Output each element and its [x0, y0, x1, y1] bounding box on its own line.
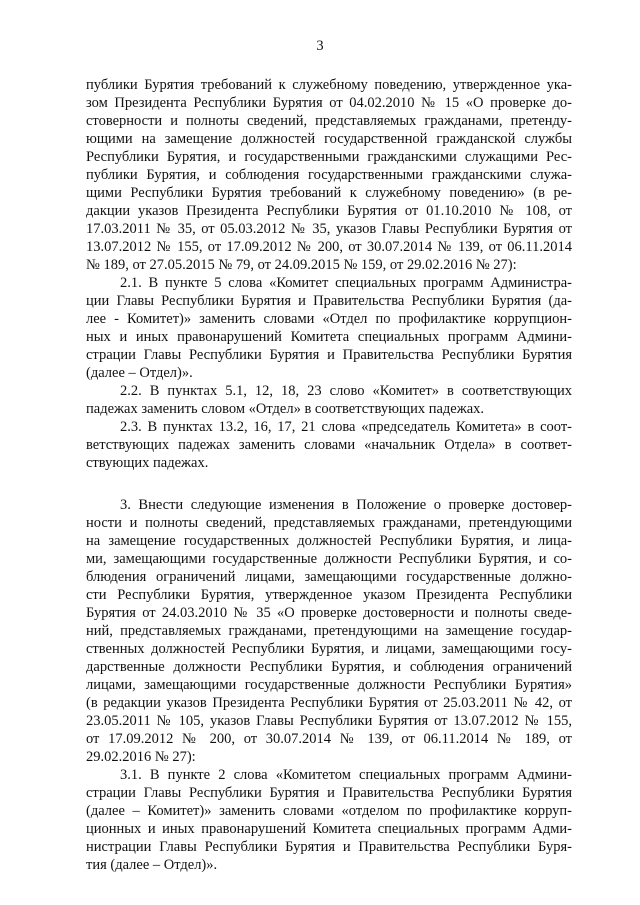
text-line: от 17.09.2012 № 200, от 30.07.2014 № 139, от 06.11.2014 № 189, от — [86, 731, 572, 747]
text-line: сти Республики Бурятия, утвержденное указом Президента Республики — [86, 587, 572, 603]
paragraph-2-1 — [86, 274, 572, 382]
text-line: ции Главы Республики Бурятия и Правительства Республики Бурятия (да- — [86, 293, 572, 309]
text-line: нистрации Главы Республики Бурятия и Правительства Республики Буря- — [86, 839, 572, 855]
text-line: публики Бурятия, и соблюдения государственными гражданскими служа- — [86, 167, 572, 183]
text-line: падежах заменить словом «Отдел» в соответствующих падежах. — [86, 401, 485, 417]
text-line: 29.02.2016 № 27): — [86, 749, 196, 765]
text-line: (далее – Комитет)» заменить словами «отделом по профилактике корруп- — [86, 803, 572, 819]
text-line: 2.1. В пункте 5 слова «Комитет специальных программ Администра- — [120, 275, 572, 291]
document-body — [86, 76, 572, 874]
text-line: ми, замещающими государственные должности Республики Бурятия, и со- — [86, 551, 572, 567]
text-line: блюдения ограничений лицами, замещающими государственные должно- — [86, 569, 572, 585]
text-line: 3. Внести следующие изменения в Положение о проверке достовер- — [120, 497, 572, 513]
page-number: 3 — [316, 38, 324, 54]
text-line: стоверности и полноты сведений, представляемых гражданами, претенду- — [86, 113, 572, 129]
text-line: дакции указов Президента Республики Бурятия от 01.10.2010 № 108, от — [86, 203, 572, 219]
text-line: 2.2. В пунктах 5.1, 12, 18, 23 слово «Комитет» в соответствующих — [120, 383, 572, 399]
text-line: 17.03.2011 № 35, от 05.03.2012 № 35, указов Главы Республики Бурятия от — [86, 221, 572, 237]
paragraph-3-1 — [86, 766, 572, 874]
text-line: 2.3. В пунктах 13.2, 16, 17, 21 слова «председатель Комитета» в соот- — [120, 419, 572, 435]
text-line: зом Президента Республики Бурятия от 04.02.2010 № 15 «О проверке до- — [86, 95, 572, 111]
paragraph-intro-continuation — [86, 76, 572, 274]
paragraph-spacer — [86, 472, 572, 496]
text-line: страции Главы Республики Бурятия и Правительства Республики Бурятия — [86, 785, 572, 801]
text-line: лицами, замещающими государственные должности Республики Бурятия» — [86, 677, 572, 693]
text-line: ствующих падежах. — [86, 455, 209, 471]
text-line: 13.07.2012 № 155, от 17.09.2012 № 200, от 30.07.2014 № 139, от 06.11.2014 — [86, 239, 572, 255]
text-line: ности и полноты сведений, представляемых гражданами, претендующими — [86, 515, 572, 531]
text-line: Бурятия от 24.03.2010 № 35 «О проверке достоверности и полноты сведе- — [86, 605, 572, 621]
text-line: страции Главы Республики Бурятия и Правительства Республики Бурятия — [86, 347, 572, 363]
text-line: на замещение государственных должностей Республики Бурятия, и лица- — [86, 533, 572, 549]
text-line: ных и иных правонарушений Комитета специальных программ Админи- — [86, 329, 572, 345]
text-line: 3.1. В пункте 2 слова «Комитетом специальных программ Админи- — [120, 767, 572, 783]
text-line: публики Бурятия требований к служебному поведению, утвержденное ука- — [86, 77, 572, 93]
text-line: № 189, от 27.05.2015 № 79, от 24.09.2015 № 159, от 29.02.2016 № 27): — [86, 257, 517, 273]
text-line: тия (далее – Отдел)». — [86, 857, 218, 873]
paragraph-2-2 — [86, 382, 572, 418]
text-line: (далее – Отдел)». — [86, 365, 193, 381]
text-line: (в редакции указов Президента Республики Бурятия от 25.03.2011 № 42, от — [86, 695, 572, 711]
text-line: 23.05.2011 № 105, указов Главы Республики Бурятия от 13.07.2012 № 155, — [86, 713, 572, 729]
text-line: лее - Комитет)» заменить словами «Отдел по профилактике коррупцион- — [86, 311, 572, 327]
text-line: ветствующих падежах заменить словами «начальник Отдела» в соответ- — [86, 437, 572, 453]
text-line: ственных должностей Республики Бурятия, и лицами, замещающими госу- — [86, 641, 572, 657]
text-line: дарственные должности Республики Бурятия, и соблюдения ограничений — [86, 659, 572, 675]
text-line: щими Республики Бурятия требований к служебному поведению» (в ре- — [86, 185, 572, 201]
paragraph-3 — [86, 496, 572, 766]
text-line: ционных и иных правонарушений Комитета специальных программ Адми- — [86, 821, 572, 837]
paragraph-2-3 — [86, 418, 572, 472]
text-line: ющими на замещение должностей государственной гражданской службы — [86, 131, 572, 147]
text-line: ний, представляемых гражданами, претендующими на замещение государ- — [86, 623, 572, 639]
text-line: Республики Бурятия, и государственными гражданскими служащими Рес- — [86, 149, 572, 165]
